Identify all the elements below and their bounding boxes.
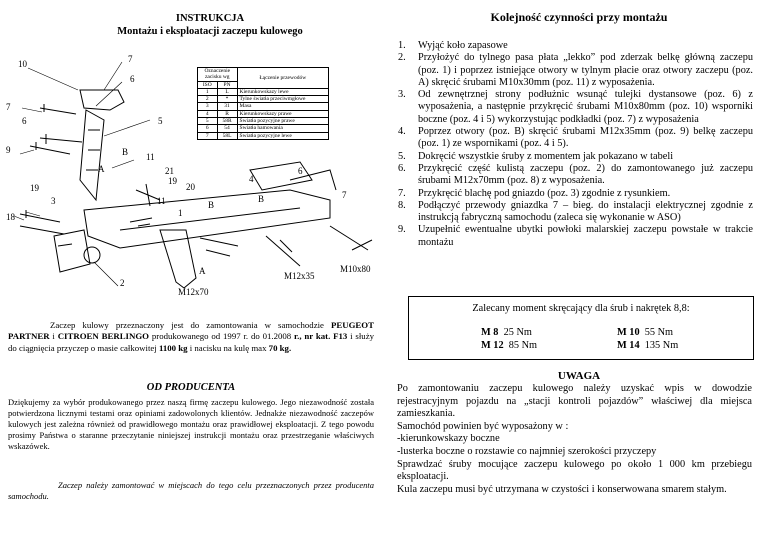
step-item [398, 89, 753, 126]
torque-m8-value: 25 Nm [503, 327, 532, 338]
torque-m12-label: M 12 [481, 340, 504, 351]
torque-box [408, 296, 754, 360]
wiring-cell-desc: Światła pozycyjne lewe [237, 132, 328, 139]
wiring-cell-iso: 4 [198, 110, 218, 117]
diagram-label: 6 [298, 166, 303, 176]
step-number: 9. [398, 224, 406, 236]
uwaga-line: Samochód powinien być wyposażony w : [397, 420, 569, 432]
diagram-label: 18 [6, 212, 15, 222]
document-title: INSTRUKCJA [175, 13, 245, 24]
diagram-label: M10x80 [340, 264, 371, 274]
wiring-row [198, 132, 329, 139]
torque-m10-value: 55 Nm [644, 327, 674, 338]
diagram-label: B [258, 194, 265, 204]
torque-m10-label: M 10 [617, 327, 640, 338]
instruction-header [60, 12, 360, 38]
wiring-cell-desc: Światła hamowania [237, 125, 328, 132]
step-number: 6. [398, 162, 406, 174]
diagram-label: A [199, 266, 206, 276]
wiring-cell-desc: Kierunkowskazy prawe [237, 110, 328, 117]
wiring-cell-pn: L [217, 88, 237, 95]
diagram-label: M12x70 [178, 287, 209, 297]
diagram-label: 7 [6, 102, 11, 112]
torque-m14-label: M 14 [617, 340, 640, 351]
step-item [398, 188, 753, 200]
step-text: Przyłożyć do tylnego pasa płata „lekko” pod zderzak belkę główną zaczepu (poz. 1) i poprzez istniejące otwory w tylnym płacie oraz otwory zaczepu (poz. A) skręcić śrubami M10x30mm (poz. 11) z wyposażenia. [418, 52, 753, 88]
uwaga-line: -lusterka boczne o rozstawie co najmniej szerokości przyczepy [397, 445, 657, 457]
step-number: 7. [398, 187, 406, 199]
wiring-cell-iso: 7 [198, 132, 218, 139]
tow-bar-drawing [0, 50, 390, 300]
step-item [398, 163, 753, 188]
uwaga-heading: UWAGA [557, 370, 601, 382]
diagram-label: B [208, 200, 215, 210]
diagram-label: M12x35 [284, 271, 315, 281]
diagram-label: 11 [146, 152, 155, 162]
step-text: Wyjąć koło zapasowe [418, 40, 508, 51]
step-number: 3. [398, 89, 406, 101]
document-subtitle: Montażu i eksploatacji zaczepu kulowego [117, 26, 303, 37]
diagram-label: 3 [51, 196, 56, 206]
torque-m14-value: 135 Nm [644, 340, 679, 351]
wiring-cell-iso: 6 [198, 125, 218, 132]
intro-paragraph: Zaczep kulowy przeznaczony jest do zamontowania w samochodzie PEUGEOT PARTNER i CITROEN BERLINGO produkowanego od 1997 r. do 01.2008 r., nr kat. F13 i służy do ciągnięcia przyczep o masie całkowitej 1100 kg i nacisku na kulę max 70 kg. [8, 320, 374, 353]
diagram-label: 21 [165, 166, 174, 176]
wiring-row [198, 110, 329, 117]
step-text: Dokręcić wszystkie śruby z momentem jak pokazano w tabeli [418, 150, 674, 162]
step-number: 2. [398, 52, 406, 64]
wiring-row [198, 118, 329, 125]
producer-heading: OD PRODUCENTA [146, 382, 236, 393]
step-text: Od zewnętrznej strony podłużnic wsunąć tulejki dystansowe (poz. 6) z wyposażenia, a następnie przykręcić śrubami M10x80mm (poz. 10) wsporniki boczne (poz. 4 i 5) wykorzystując podkładki (poz. 7) z wyposażenia [418, 89, 753, 125]
diagram-label: 2 [120, 278, 125, 288]
assembly-steps [398, 40, 753, 249]
wiring-cell-pn: R [217, 110, 237, 117]
wiring-cell-desc: Masa [237, 103, 328, 110]
diagram-label: 5 [158, 116, 163, 126]
step-number: 8. [398, 199, 406, 211]
step-number: 5. [398, 150, 406, 162]
wiring-table [197, 67, 329, 140]
uwaga-body [397, 383, 752, 496]
torque-heading: Zalecany moment skręcający dla śrub i nakrętek 8,8: [472, 303, 690, 314]
torque-m12-value: 85 Nm [508, 340, 538, 351]
uwaga-line: Kula zaczepu musi być utrzymana w czystości i konserwowana smarem stałym. [397, 483, 727, 495]
wiring-cell-iso: 2 [198, 96, 218, 103]
diagram-label: 1 [178, 208, 183, 218]
wiring-header-pn: PN [217, 81, 237, 88]
wiring-cell-desc: Tylne światła przeciwmgłowe [237, 96, 328, 103]
step-item [398, 52, 753, 89]
uwaga-line: Po zamontowaniu zaczepu kulowego należy uzyskać wpis w dowodzie rejestracyjnym pojazdu na „stacji kontroli pojazdów” właściwej dla miejsca zamieszkania. [397, 383, 752, 420]
diagram-label: 7 [128, 54, 133, 64]
step-text: Przykręcić blachę pod gniazdo (poz. 3) zgodnie z rysunkiem. [418, 187, 671, 199]
step-text: Poprzez otwory (poz. B) skręcić śrubami M12x35mm (poz. 9) belkę zaczepu (poz. 1) ze wspornikami (poz. 4 i 5). [418, 126, 753, 150]
producer-body: Dziękujemy za wybór produkowanego przez naszą firmę zaczepu kulowego. Jego niezawodność została potwierdzona licznymi testami oraz opiniami zadowolonych klientów. Jednakże niezawodność zaczepów kulowych jest zależna również od prawidłowego montażu oraz prawidłowej eksploatacji. Z tego powodu prosimy Państwa o staranne przeczytanie niniejszej instrukcji montażu oraz przestrzeganie właściwych wskazówek. [8, 397, 374, 451]
wiring-row [198, 103, 329, 110]
torque-m8-label: M 8 [481, 327, 499, 338]
step-number: 1. [398, 40, 406, 51]
step-text: Podłączyć przewody gniazdka 7 – bieg. do instalacji elektrycznej zgodnie z instrukcją fabryczną samochodu (zaleca się wykonanie w ASO) [418, 199, 753, 224]
diagram-label: A [98, 164, 105, 174]
uwaga-line: Sprawdzać śruby mocujące zaczepu kulowego po około 1 000 km przebiegu eksploatacji. [397, 458, 752, 483]
step-item [398, 40, 753, 52]
wiring-cell-iso: 5 [198, 118, 218, 125]
wiring-cell-pn: 31 [217, 103, 237, 110]
wiring-cell-iso: 3 [198, 103, 218, 110]
wiring-cell-desc: Światła pozycyjne prawe [237, 118, 328, 125]
step-text: Uzupełnić ewentualne ubytki powłoki malarskiej zaczepu powstałe w trakcie montażu [418, 224, 753, 248]
diagram-label: 19 [168, 176, 177, 186]
wiring-cell-desc: Kierunkowskazy lewe [237, 88, 328, 95]
wiring-cell-pn: 54 [217, 125, 237, 132]
exploded-diagram [0, 50, 390, 300]
steps-title: Kolejność czynności przy montażu [490, 10, 668, 24]
step-number: 4. [398, 126, 406, 138]
diagram-label: 19 [30, 183, 39, 193]
step-item [398, 224, 753, 249]
diagram-label: 4 [249, 174, 254, 184]
producer-closing: Zaczep należy zamontować w miejscach do tego celu przeznaczonych przez producenta samochodu. [8, 480, 374, 501]
step-item [398, 126, 753, 151]
wiring-cell-iso: 1 [198, 88, 218, 95]
wiring-row [198, 125, 329, 132]
wiring-header-terminal: Oznaczenie zacisku wg [198, 68, 238, 82]
diagram-label: 6 [130, 74, 135, 84]
wiring-header-iso: ISO [198, 81, 218, 88]
wiring-cell-pn: * [217, 96, 237, 103]
wiring-row [198, 96, 329, 103]
wiring-cell-pn: 58R [217, 118, 237, 125]
step-item [398, 151, 753, 163]
uwaga-line: -kierunkowskazy boczne [397, 433, 500, 445]
diagram-label: 20 [186, 182, 195, 192]
diagram-label: 10 [18, 59, 27, 69]
step-text: Przykręcić część kulistą zaczepu (poz. 2) do zamontowanego już zaczepu śrubami M12x70mm (poz. 8) z wyposażenia. [418, 162, 753, 187]
wiring-row [198, 88, 329, 95]
wiring-header-connection: Łączenie przewodów [237, 68, 328, 89]
diagram-label: 11 [157, 196, 166, 206]
diagram-label: 6 [22, 116, 27, 126]
wiring-cell-pn: 58L [217, 132, 237, 139]
diagram-label: B [122, 147, 129, 157]
step-item [398, 200, 753, 225]
diagram-label: 7 [342, 190, 347, 200]
diagram-label: 9 [6, 145, 11, 155]
